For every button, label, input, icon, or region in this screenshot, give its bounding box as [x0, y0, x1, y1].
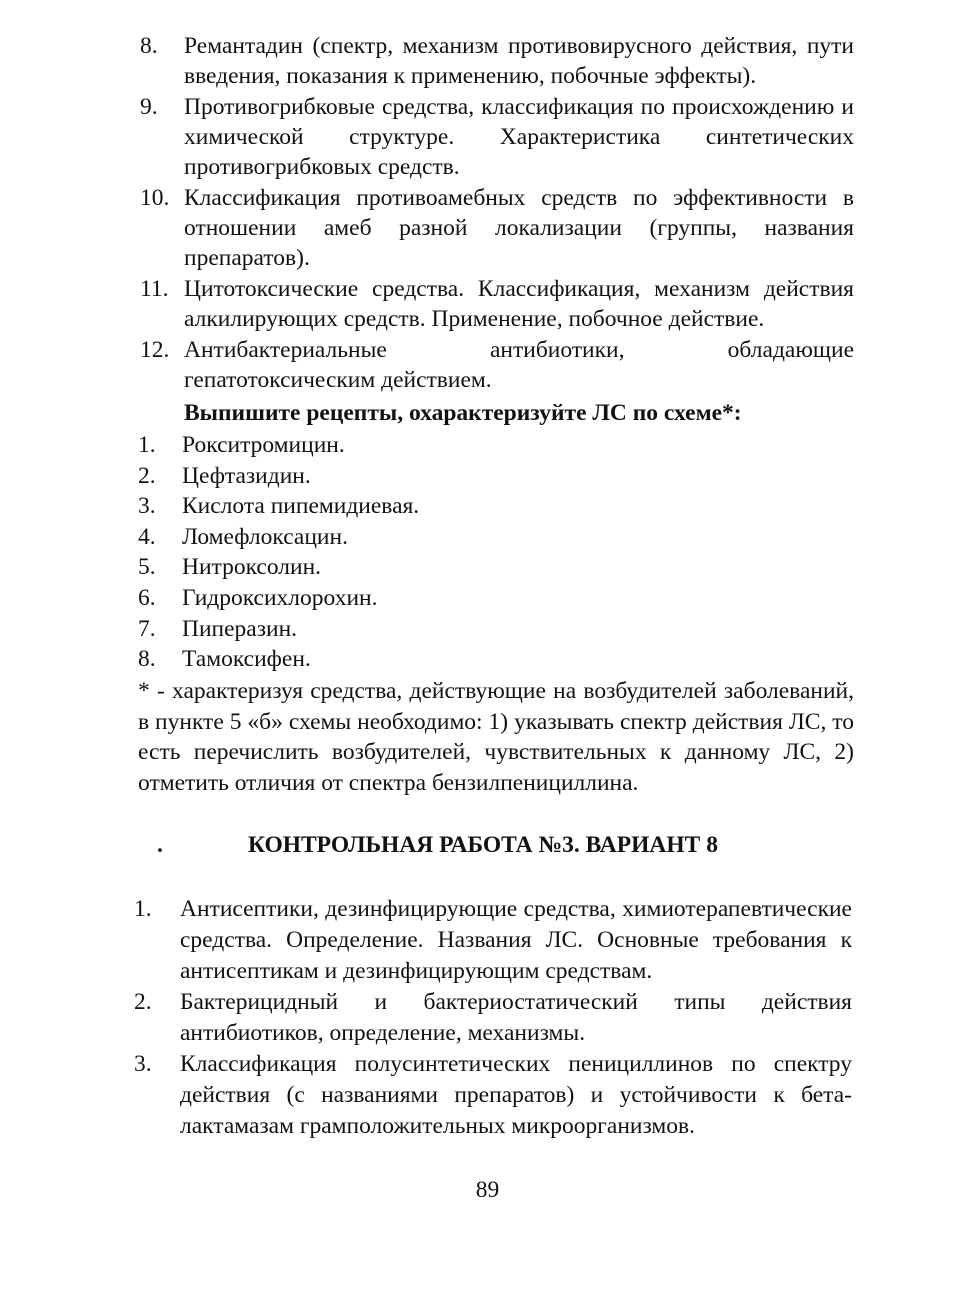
- list-item: [138, 552, 638, 583]
- item-number: 8.: [138, 646, 156, 673]
- item-text: Ремантадин (спектр, механизм противовирусного действия, пути введения, показания к применению, побочные эффекты).: [184, 33, 854, 89]
- item-number: 6.: [138, 584, 156, 611]
- item-text: Гидроксихлорохин.: [182, 584, 378, 611]
- questions-list-top: [140, 31, 854, 395]
- item-text: Противогрибковые средства, классификация по происхождению и химической структуре. Характеристика синтетических противогрибковых средств.: [184, 94, 854, 180]
- item-text: Пиперазин.: [182, 615, 298, 642]
- item-number: 10.: [140, 185, 170, 211]
- list-item: [138, 644, 638, 675]
- item-number: 12.: [140, 337, 170, 363]
- list-item: [138, 430, 638, 461]
- list-item: [138, 614, 638, 645]
- item-text: Цефтазидин.: [182, 462, 311, 489]
- item-text: Кислота пипемидиевая.: [182, 493, 420, 520]
- item-number: 9.: [140, 94, 158, 120]
- list-item: [134, 894, 852, 987]
- item-text: Бактерицидный и бактериостатический типы действия антибиотиков, определение, механизмы.: [180, 989, 852, 1046]
- item-number: 3.: [138, 493, 156, 520]
- item-text: Ломефлоксацин.: [182, 523, 348, 550]
- prescriptions-heading: Выпишите рецепты, охарактеризуйте ЛС по схеме*:: [184, 400, 742, 426]
- item-number: 11.: [140, 276, 169, 302]
- list-item: [138, 583, 638, 614]
- item-number: 1.: [134, 896, 152, 922]
- item-text: Тамоксифен.: [182, 646, 311, 673]
- questions-list-variant-8: [134, 894, 852, 1142]
- prescriptions-list: [138, 430, 638, 675]
- item-number: 7.: [138, 615, 156, 642]
- item-text: Рокситромицин.: [182, 432, 345, 458]
- item-number: 2.: [138, 462, 156, 489]
- item-number: 8.: [140, 33, 158, 59]
- list-item: [140, 274, 854, 334]
- item-number: 1.: [138, 432, 156, 458]
- footnote: * - характеризуя средства, действующие на возбудителей заболеваний, в пункте 5 «б» схемы необходимо: 1) указывать спектр действия ЛС, то есть перечислить возбудителей, чувствительных к данному ЛС, 2) отметить отличия от спектра бензилпенициллина.: [138, 678, 854, 796]
- list-item: [134, 987, 852, 1049]
- item-number: 5.: [138, 554, 156, 581]
- item-number: 4.: [138, 523, 156, 550]
- item-text: Классификация противоамебных средств по эффективности в отношении амеб разной локализации (группы, названия препаратов).: [184, 185, 854, 271]
- list-item: [138, 522, 638, 553]
- item-number: 3.: [134, 1051, 152, 1077]
- item-text: Антисептики, дезинфицирующие средства, химиотерапевтические средства. Определение. Названия ЛС. Основные требования к антисептикам и дезинфицирующим средствам.: [180, 896, 852, 984]
- list-item: [138, 461, 638, 492]
- item-number: 2.: [134, 989, 152, 1015]
- list-item: [138, 491, 638, 522]
- item-text: Нитроксолин.: [182, 554, 322, 581]
- list-item: [134, 1049, 852, 1142]
- item-text: Антибактериальные антибиотики, обладающие гепатотоксическим действием.: [184, 337, 854, 393]
- item-text: Цитотоксические средства. Классификация, механизм действия алкилирующих средств. Применение, побочное действие.: [184, 276, 854, 332]
- page-number: 89: [475, 1177, 500, 1203]
- list-item: [140, 335, 854, 395]
- list-item: [140, 183, 854, 273]
- item-text: Классификация полусинтетических пенициллинов по спектру действия (с названиями препаратов) и устойчивости к бета-лактамазам грамположительных микроорганизмов.: [180, 1051, 852, 1139]
- section-marker: .: [157, 832, 163, 858]
- section-title: КОНТРОЛЬНАЯ РАБОТА №3. ВАРИАНТ 8: [248, 832, 718, 858]
- list-item: [140, 31, 854, 91]
- list-item: [140, 92, 854, 182]
